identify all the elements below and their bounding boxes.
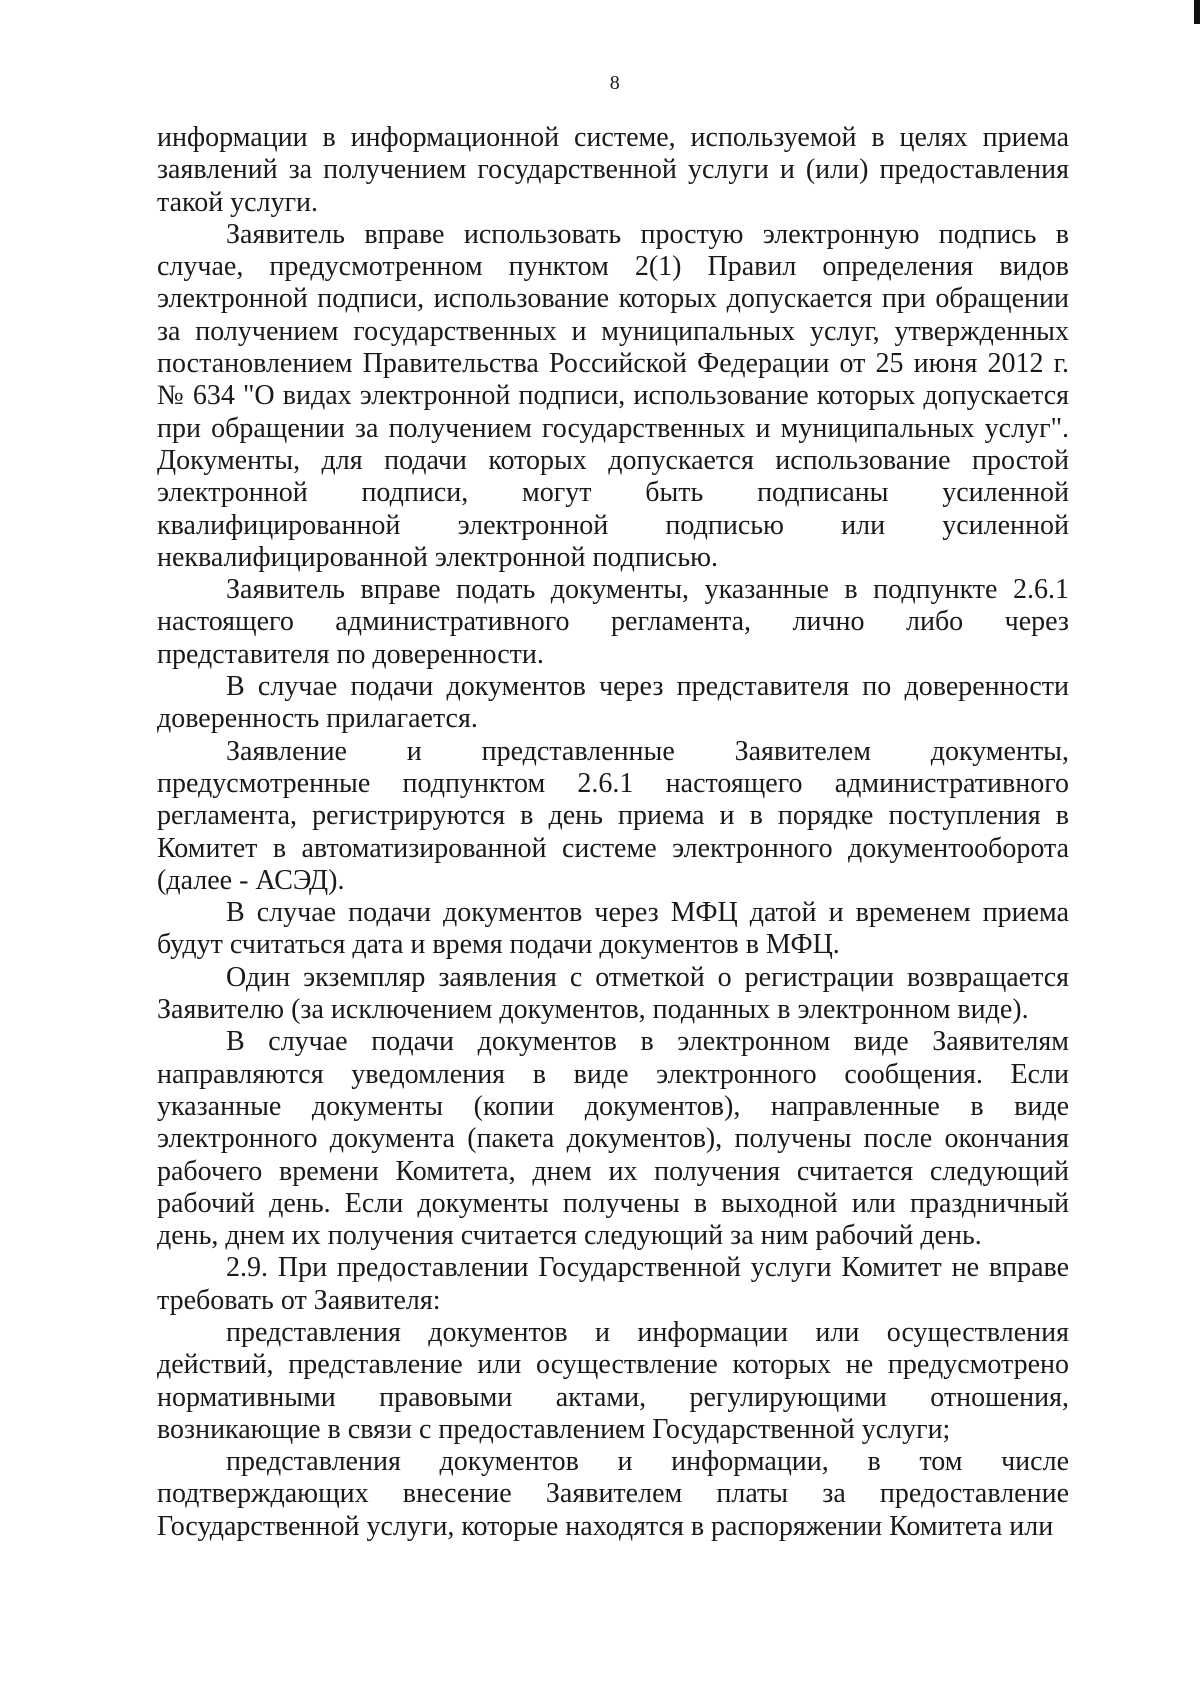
body-paragraph: В случае подачи документов через представителя по доверенности доверенность прилагается. [157,671,1069,735]
body-paragraph: В случае подачи документов в электронном виде Заявителям направляются уведомления в виде электронного сообщения. Если указанные документы (копии документов), направленные в виде электронного документа (пакета документов), получены после окончания рабочего времени Комитета, днем их получения считается следующий рабочий день. Если документы получены в выходной или праздничный день, днем их получения считается следующий за ним рабочий день. [157,1026,1069,1252]
body-paragraph: представления документов и информации или осуществления действий, представление или осуществление которых не предусмотрено нормативными правовыми актами, регулирующими отношения, возникающие в связи с предоставлением Государственной услуги; [157,1316,1069,1445]
body-paragraph: Заявитель вправе использовать простую электронную подпись в случае, предусмотренном пунктом 2(1) Правил определения видов электронной подписи, использование которых допускается при обращении за получением государственных и муниципальных услуг, утвержденных постановлением Правительства Российской Федерации от 25 июня 2012 г. № 634 "О видах электронной подписи, использование которых допускается при обращении за получением государственных и муниципальных услуг". Документы, для подачи которых допускается использование простой электронной подписи, могут быть подписаны усиленной квалифицированной электронной подписью или усиленной неквалифицированной электронной подписью. [157,218,1069,573]
page-number: 8 [609,72,621,94]
body-paragraph: 2.9. При предоставлении Государственной услуги Комитет не вправе требовать от Заявителя: [157,1252,1069,1316]
body-paragraph: Заявитель вправе подать документы, указанные в подпункте 2.6.1 настоящего административного регламента, лично либо через представителя по доверенности. [157,574,1069,670]
body-paragraph: Один экземпляр заявления с отметкой о регистрации возвращается Заявителю (за исключением документов, поданных в электронном виде). [157,961,1069,1026]
body-paragraph: В случае подачи документов через МФЦ датой и временем приема будут считаться дата и время подачи документов в МФЦ. [157,897,1069,961]
document-body [157,122,1069,1543]
body-paragraph: информации в информационной системе, используемой в целях приема заявлений за получением государственной услуги и (или) предоставления такой услуги. [157,122,1069,218]
scan-edge-mark [1194,0,1200,24]
body-paragraph: представления документов и информации, в том числе подтверждающих внесение Заявителем платы за предоставление Государственной услуги, которые находятся в распоряжении Комитета или [157,1446,1069,1542]
body-paragraph: Заявление и представленные Заявителем документы, предусмотренные подпунктом 2.6.1 настоящего административного регламента, регистрируются в день приема и в порядке поступления в Комитет в автоматизированной системе электронного документооборота (далее - АСЭД). [157,735,1069,896]
